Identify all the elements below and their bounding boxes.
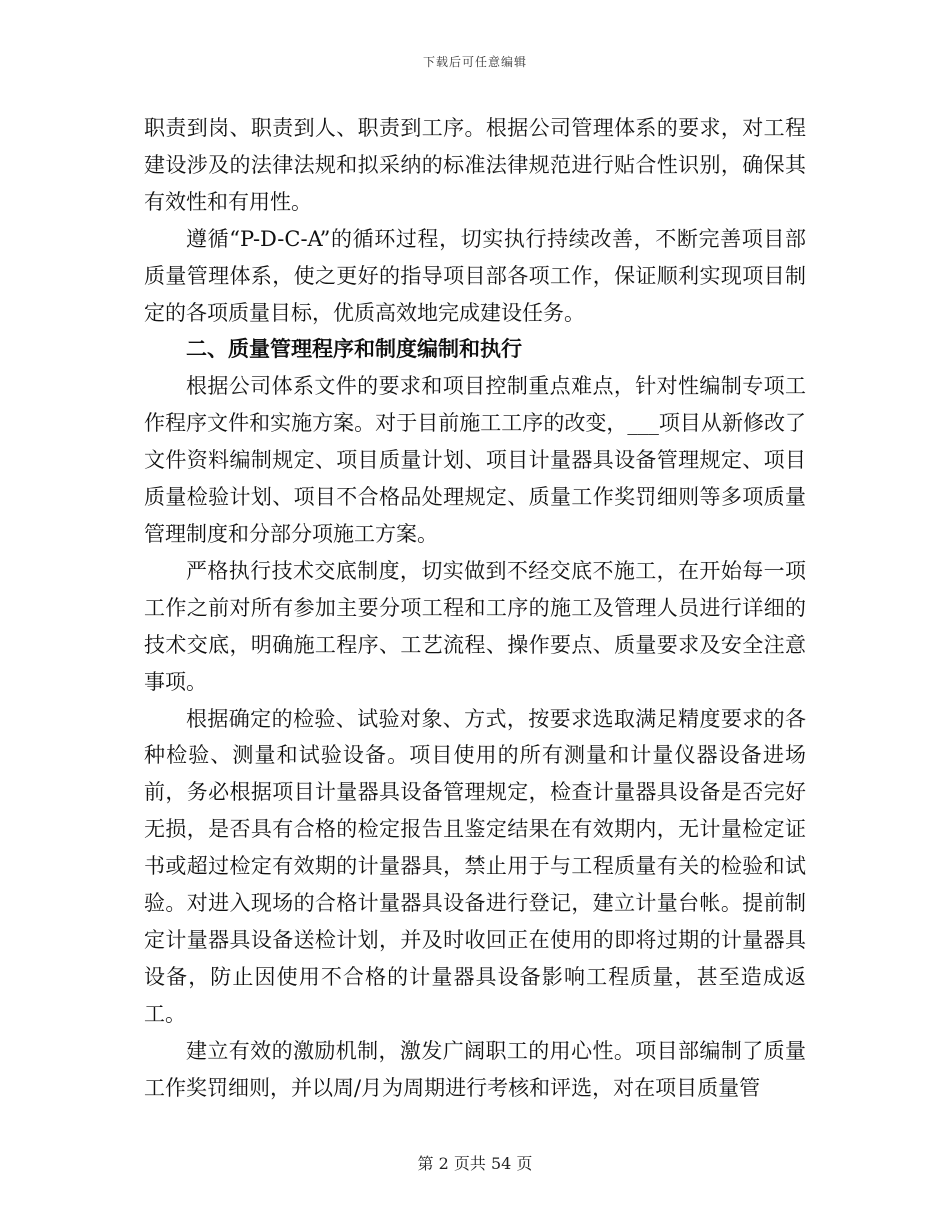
paragraph-procedures: 根据公司体系文件的要求和项目控制重点难点，针对性编制专项工作程序文件和实施方案。对于目前施工工序的改变，___项目从新修改了文件资料编制规定、项目质量计划、项目计量器具设备管理规定、项目质量检验计划、项目不合格品处理规定、质量工作奖罚细则等多项质量管理制度和分部分项施工方案。 — [144, 374, 806, 546]
document-body — [144, 110, 806, 1106]
paragraph-technical-briefing: 严格执行技术交底制度，切实做到不经交底不施工，在开始每一项工作之前对所有参加主要分项工程和工序的施工及管理人员进行详细的技术交底，明确施工程序、工艺流程、操作要点、质量要求及安全注意事项。 — [144, 558, 806, 694]
page-header: 下载后可任意编辑 — [422, 55, 527, 69]
paragraph-inspection-equipment: 根据确定的检验、试验对象、方式，按要求选取满足精度要求的各种检验、测量和试验设备。项目使用的所有测量和计量仪器设备进场前，务必根据项目计量器具设备管理规定，检查计量器具设备是否完好无损，是否具有合格的检定报告且鉴定结果在有效期内，无计量检定证书或超过检定有效期的计量器具，禁止用于与工程质量有关的检验和试验。对进入现场的合格计量器具设备进行登记，建立计量台帐。提前制定计量器具设备送检计划，并及时收回正在使用的即将过期的计量器具设备，防止因使用不合格的计量器具设备影响工程质量，甚至造成返工。 — [144, 706, 806, 1026]
section-heading: 二、质量管理程序和制度编制和执行 — [186, 336, 522, 362]
paragraph-incentive: 建立有效的激励机制，激发广阔职工的用心性。项目部编制了质量工作奖罚细则，并以周/月为周期进行考核和评选，对在项目质量管 — [144, 1038, 806, 1100]
page-number-footer: 第 2 页共 54 页 — [417, 1154, 533, 1173]
paragraph-pdca: 遵循“P-D-C-A”的循环过程，切实执行持续改善，不断完善项目部质量管理体系，使之更好的指导项目部各项工作，保证顺利实现项目制定的各项质量目标，优质高效地完成建设任务。 — [144, 226, 806, 325]
paragraph-continued: 职责到岗、职责到人、职责到工序。根据公司管理体系的要求，对工程建设涉及的法律法规和拟采纳的标准法律规范进行贴合性识别，确保其有效性和有用性。 — [144, 116, 806, 214]
